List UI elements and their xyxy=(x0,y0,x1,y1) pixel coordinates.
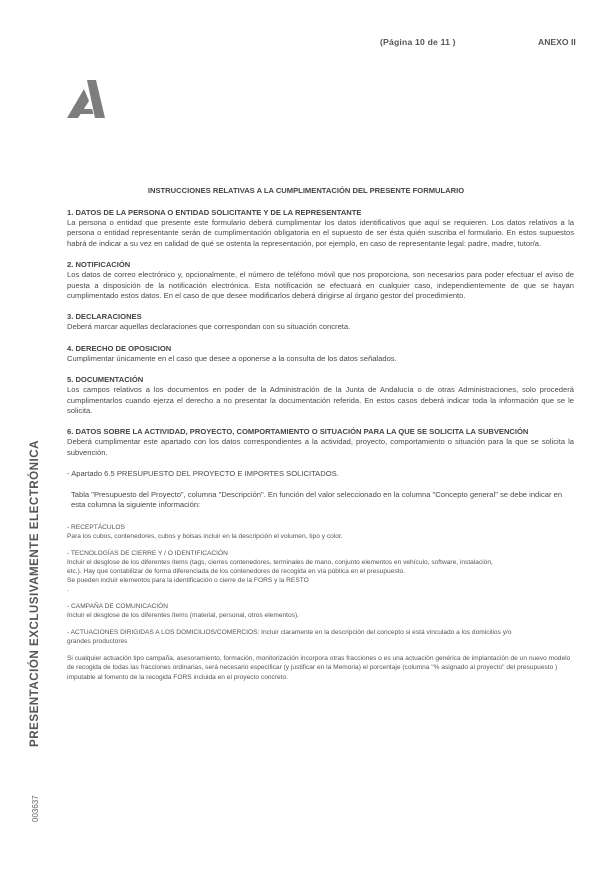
section-heading: 1. DATOS DE LA PERSONA O ENTIDAD SOLICITANTE Y DE LA REPRESENTANTE xyxy=(67,208,362,217)
item-title: - CAMPAÑA DE COMUNICACIÓN xyxy=(67,602,168,610)
item-body: Incluir el desglose de los diferentes ítems (material, personal, otros elementos). xyxy=(67,611,299,619)
item-campana xyxy=(67,602,574,620)
section-heading: 6. DATOS SOBRE LA ACTIVIDAD, PROYECTO, COMPORTAMIENTO O SITUACIÓN PARA LA QUE SE SOLICITA LA SUBVENCIÓN xyxy=(67,427,529,437)
section-body: Cumplimentar únicamente en el caso que desee a oponerse a la consulta de los datos señalados. xyxy=(67,353,397,363)
item-title: - TECNOLOGÍAS DE CIERRE Y / O IDENTIFICACIÓN xyxy=(67,549,228,557)
section-declaraciones xyxy=(67,312,574,332)
logo-shape xyxy=(75,109,94,114)
section-heading: 3. DECLARACIONES xyxy=(67,312,142,322)
section-body: La persona o entidad que presente este formulario deberá cumplimentar los datos identificativos que aquí se requieren. Los datos relativos a la persona o entidad representante serán de cumplimentación obligatoria en el supuesto de ser ésta quién suscriba el formulario. En estos supuestos habrá de indicar a su vez en calidad de qué se ostenta la representación, por ejemplo, en caso de representante legal: padre, madre, tutor/a. xyxy=(67,218,574,248)
section-heading: 4. DERECHO DE OPOSICION xyxy=(67,343,172,353)
section-heading: 5. DOCUMENTACIÓN xyxy=(67,375,144,385)
page-indicator: (Página 10 de 11 ) xyxy=(380,37,456,47)
item-body: - ACTUACIONES DIRIGIDAS A LOS DOMICILIOS/COMERCIOS: Incluir claramente en la descripción del concepto si está vinculado a los domicilios y/o grandes productores xyxy=(67,628,512,645)
section-documentacion xyxy=(67,375,574,416)
item-body: Para los cubos, contenedores, cubos y bolsas incluir en la descripción el volumen, tipo y color. xyxy=(67,532,343,540)
section-oposicion xyxy=(67,344,574,364)
item-body: Incluir el desglose de los diferentes ítems (tags, cierres contenedores, terminales de mano, conjunto elementos en vehículo, software, instalación, etc.). Hay que contabilizar de forma diferenciada de los contenedores de recogida en vía pública en el presupuesto. Se pueden incluir elementos para la identificación o cierre de la FORS y la RESTO . xyxy=(67,558,493,593)
item-actuaciones xyxy=(67,628,574,646)
junta-andalucia-logo xyxy=(65,78,105,118)
closing-paragraph: Si cualquier actuación tipo campaña, asesoramiento, formación, monitorización incorpora otras fracciones o es una actuación genérica de implantación de un nuevo modelo de recogida de todas las fracciones ordinarias, será necesario especificar (y justificar en la Memoria) el porcentaje (columna "% asignado al proyecto" del presupuesto ) imputable al fomento de la recogida FORS incluida en el proyecto concreto. xyxy=(67,654,571,681)
instructions-content xyxy=(67,208,574,682)
section-notificacion xyxy=(67,260,574,301)
tabla-intro: Tabla "Presupuesto del Proyecto", columna "Descripción". En función del valor seleccionado en la columna "Concepto general" se debe indicar en esta columna la siguiente información: xyxy=(71,489,563,510)
annex-label: ANEXO II xyxy=(538,37,576,47)
side-label: PRESENTACIÓN EXCLUSIVAMENTE ELECTRÓNICA xyxy=(28,440,41,747)
apartado-presupuesto: - Apartado 6.5 PRESUPUESTO DEL PROYECTO E IMPORTES SOLICITADOS. xyxy=(67,469,339,479)
section-body: Deberá cumplimentar este apartado con los datos correspondientes a la actividad, proyecto, comportamiento o situación para la que se solicita la subvención. xyxy=(67,437,574,457)
section-body: Los datos de correo electrónico y, opcionalmente, el número de teléfono móvil que nos proporciona, son necesarios para poder efectuar el aviso de puesta a disposición de la notificación electrónica. Esta notificación se efectuará en cualquier caso, independientemente de que se hayan cumplimentado estos datos. En el caso de que desee modificarlos deberá dirigirse al órgano gestor del procedimiento. xyxy=(67,270,574,301)
section-actividad xyxy=(67,427,574,458)
document-title: INSTRUCCIONES RELATIVAS A LA CUMPLIMENTACIÓN DEL PRESENTE FORMULARIO xyxy=(147,186,465,195)
item-receptaculos xyxy=(67,523,574,541)
section-body: Los campos relativos a los documentos en poder de la Administración de la Junta de Andalucía o de otras Administraciones, solo procederá cumplimentarlos cuando ejerza el derecho a no presentar la documentación referida. En estos casos deberá indicar toda la información que se le solicita. xyxy=(67,385,574,416)
section-heading: 2. NOTIFICACIÓN xyxy=(67,260,131,270)
item-tecnologias xyxy=(67,549,574,594)
item-title: - RECEPTÁCULOS xyxy=(67,523,125,531)
section-solicitante xyxy=(67,208,574,249)
section-body: Deberá marcar aquellas declaraciones que correspondan con su situación concreta. xyxy=(67,322,351,332)
document-code: 003637 xyxy=(31,795,40,822)
